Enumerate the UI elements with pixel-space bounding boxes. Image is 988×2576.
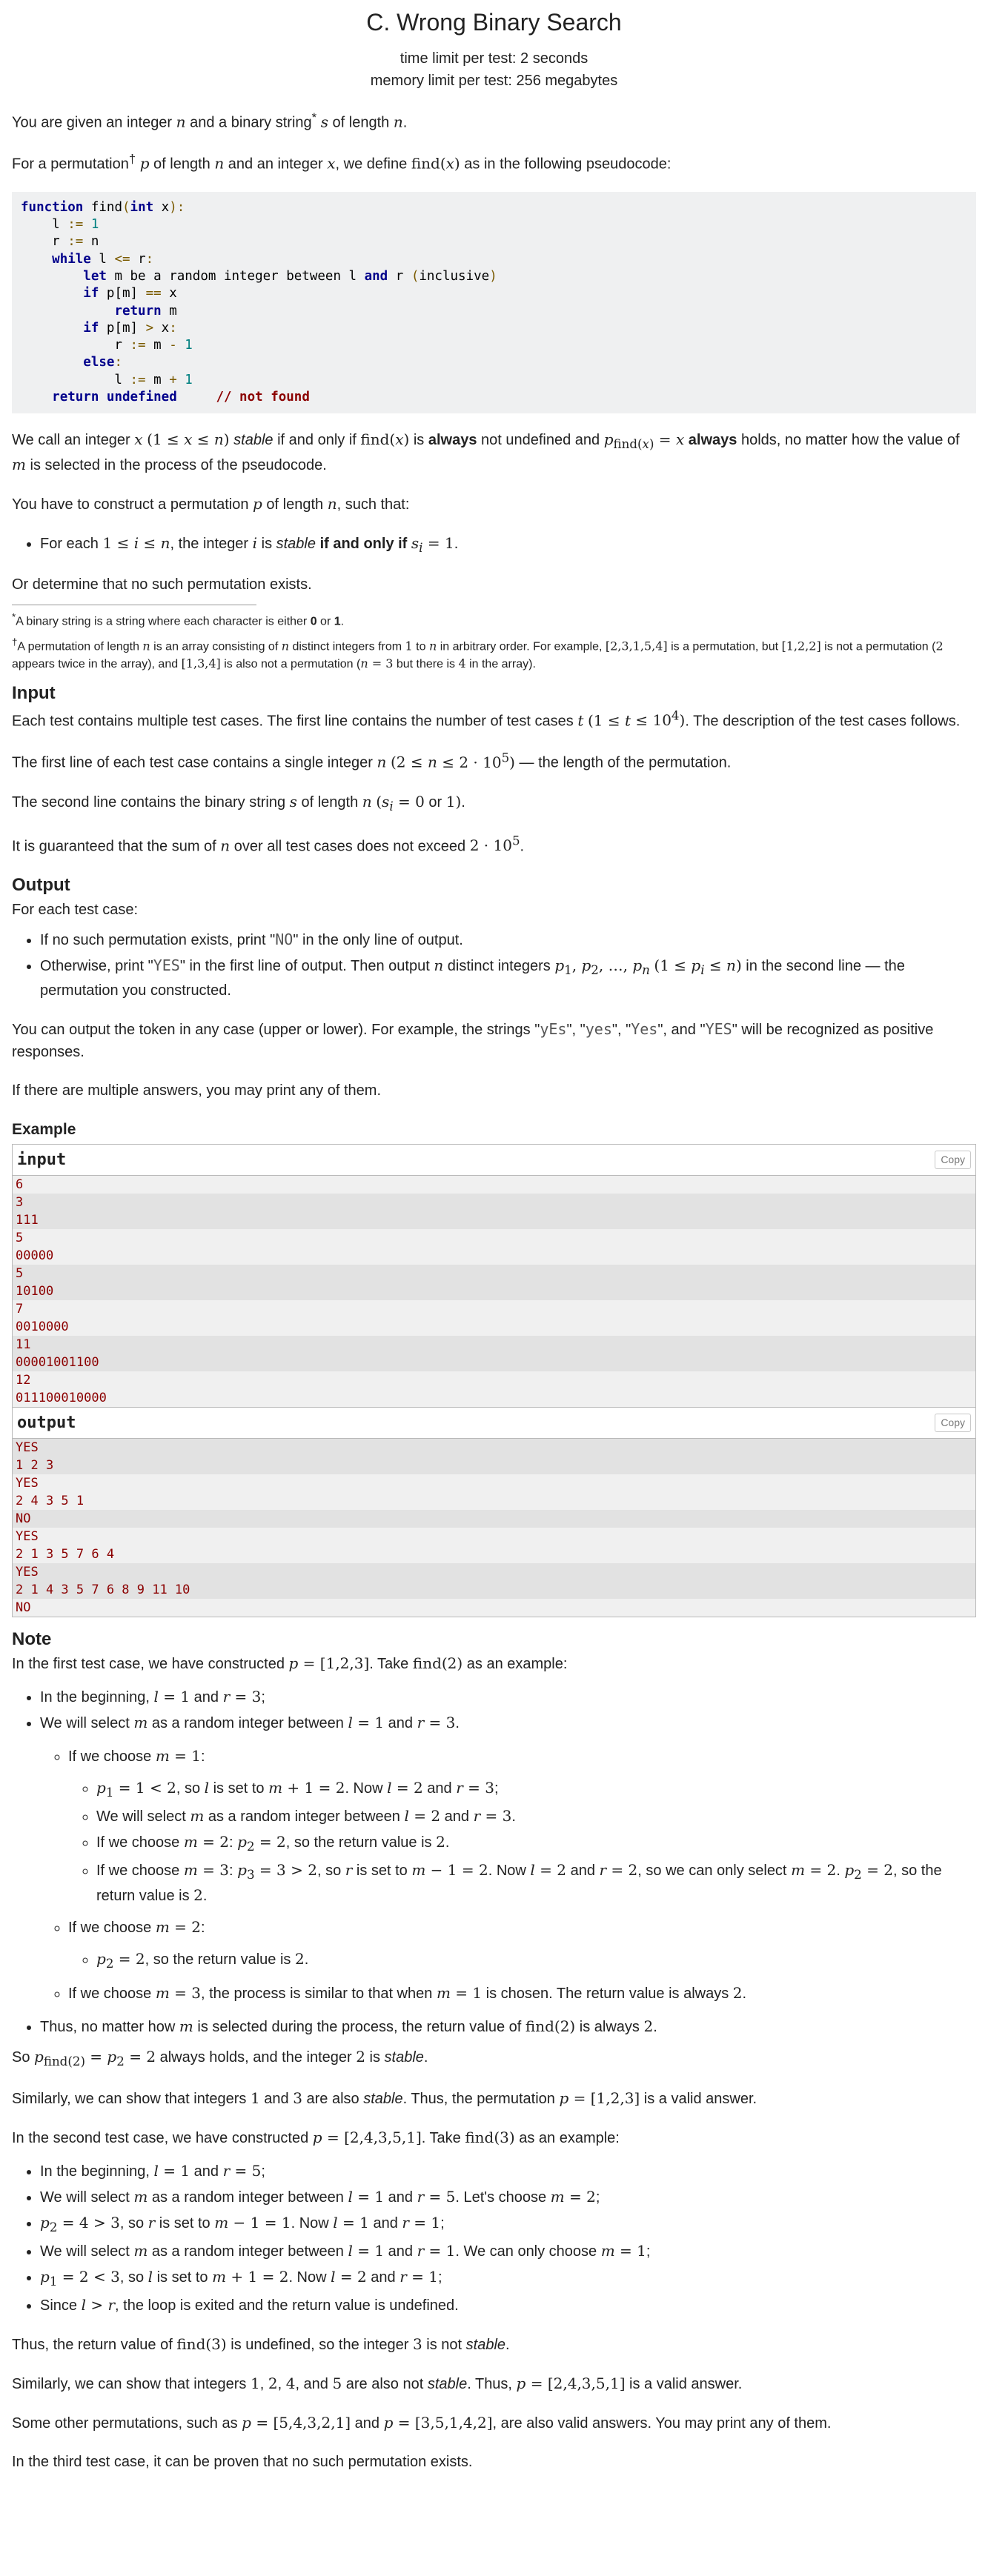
sample-input-line: 5 <box>13 1229 975 1247</box>
input-label: input <box>17 1151 67 1170</box>
sample-input-line: 6 <box>13 1176 975 1194</box>
sample-output-line: YES <box>13 1528 975 1545</box>
list-item: • We will select m as a random integer between l = 1 and r = 5. Let's choose m = 2; <box>40 2186 976 2209</box>
note-paragraph: Thus, the return value of find(3) is undefined, so the integer 3 is not stable. <box>12 2335 510 2354</box>
sample-input-line: 00001001100 <box>13 1354 975 1371</box>
note-paragraph: In the third test case, it can be proven that no such permutation exists. <box>12 2454 473 2471</box>
list-item: ◦ If we choose m = 3, the process is similar to that when m = 1 is chosen. The return value is always 2. <box>68 1982 976 2005</box>
output-heading: Output <box>12 875 70 896</box>
statement-paragraph: You have to construct a permutation p of length n, such that: <box>12 495 410 513</box>
note-paragraph: In the second test case, we have constructed p = [2,4,3,5,1]. Take find(3) as an example: <box>12 2129 620 2147</box>
list-item: • If no such permutation exists, print "NO" in the only line of output. <box>40 928 976 951</box>
list-item: • Thus, no matter how m is selected during the process, the return value of find(2) is always 2. <box>40 2015 976 2038</box>
input-heading: Input <box>12 683 56 704</box>
note-paragraph: Similarly, we can show that integers 1 and 3 are also stable. Thus, the permutation p = [1,2,3] is a valid answer. <box>12 2089 757 2108</box>
memory-limit: memory limit per test: 256 megabytes <box>370 72 618 89</box>
spec-paragraph: You can output the token in any case (upper or lower). For example, the strings "yEs", "yes", "Yes", and "YES" will be recognized as positive responses. <box>12 1019 934 1060</box>
problem-title: C. Wrong Binary Search <box>366 9 622 36</box>
code-line: l := m + 1 <box>21 372 193 387</box>
code-line: r := m - 1 <box>21 338 193 353</box>
sample-output-line: 1 2 3 <box>13 1457 975 1474</box>
sample-output-line: YES <box>13 1439 975 1457</box>
list-item: ◦ If we choose m = 1: ◦ $p_1 = 1 < 2$, so l is set to m + 1 = 2. Now l = 2 and r = 3; ◦ We will select m as a random integer between l = 2 and r = 3. ◦ If we choose m = 2: $p_2 = 2$, so the return value is 2. ◦ If we choose m = 3: $p_3 = 3 > 2$, so r is set to m − 1 = 2. Now l = 2 and r = 2, so we can only select m = 2. $p_2 = 2$, so the return value is 2. <box>68 1745 976 1907</box>
spec-paragraph: It is guaranteed that the sum of n over all test cases does not exceed $2 \cdot 10^5$. <box>12 833 525 855</box>
code-line: let m be a random integer between l and r (inclusive) <box>83 268 497 284</box>
sample-output-line: 2 4 3 5 1 <box>13 1492 975 1510</box>
statement-paragraph: For a permutation† p of length n and an integer x, we define find(x) as in the following pseudocode: <box>12 152 672 173</box>
sample-input-line: 5 <box>13 1265 975 1282</box>
sample-input-line: 3 <box>13 1194 975 1211</box>
note-section <box>12 1628 976 2473</box>
code-line: if p[m] > x: <box>83 320 177 336</box>
code-line: else: <box>83 355 122 370</box>
footnote-binary-string: *A binary string is a string where each character is either 0 or 1. <box>12 611 345 628</box>
sample-input-line: 0010000 <box>13 1318 975 1336</box>
spec-paragraph: The first line of each test case contains a single integer n $(2 \le n \le 2 \cdot 10^5)$ — the length of the permutation. <box>12 750 732 771</box>
list-item: ◦ $p_1 = 1 < 2$, so l is set to m + 1 = 2. Now l = 2 and r = 3; <box>96 1777 976 1802</box>
problem-statement <box>12 108 976 673</box>
sample-output-line: NO <box>13 1510 975 1528</box>
copy-output-button[interactable]: Copy <box>935 1414 971 1432</box>
sample-input-line: 111 <box>13 1211 975 1229</box>
list-item: ◦ We will select m as a random integer between l = 2 and r = 3. <box>96 1805 976 1828</box>
sample-input-line: 10100 <box>13 1282 975 1300</box>
output-rules-list <box>12 928 976 1002</box>
list-item: • We will select m as a random integer between l = 1 and r = 1. We can only choose m = 1; <box>40 2240 976 2263</box>
pseudocode-block <box>12 192 976 413</box>
statement-paragraph: You are given an integer n and a binary string* s of length n. <box>12 110 408 131</box>
spec-paragraph: The second line contains the binary string s of length n ($s_i = 0$ or 1). <box>12 792 465 813</box>
code-line: return undefined // not found <box>52 389 310 405</box>
sample-output-line: 2 1 4 3 5 7 6 8 9 11 10 <box>13 1581 975 1599</box>
list-item: • In the beginning, l = 1 and r = 3; <box>40 1685 976 1708</box>
list-item: • We will select m as a random integer between l = 1 and r = 3. ◦ If we choose m = 1: ◦ $p_1 = 1 < 2$, so l is set to m + 1 = 2. Now l = 2 and r = 3; ◦ We will select m as a random integer between l = 2 and r = 3. ◦ If we choose m = 2: $p_2 = 2$, so the return value is 2. ◦ If we choose m = 3: $p_3 = 3 > 2$, so r is set to m − 1 = 2. Now l = 2 and r = 2, so we can only select m = 2. $p_2 = 2$, so the return value is 2. ◦ If we choose m = 2: ◦ $p_2 = 2$, so the return value is 2. ◦ If we choose m = 3, the process is similar to that when m = 1 is chosen. The return value is always 2. <box>40 1711 976 2005</box>
copy-input-button[interactable]: Copy <box>935 1151 971 1169</box>
time-limit: time limit per test: 2 seconds <box>399 50 589 67</box>
sample-input-line: 00000 <box>13 1247 975 1265</box>
spec-paragraph: If there are multiple answers, you may print any of them. <box>12 1082 381 1099</box>
sample-input-line: 12 <box>13 1371 975 1389</box>
sample-output-line: 2 1 3 5 7 6 4 <box>13 1545 975 1563</box>
sample-output-line: YES <box>13 1563 975 1581</box>
code-line: l := 1 <box>21 217 99 233</box>
statement-paragraph: Or determine that no such permutation exists. <box>12 576 312 593</box>
list-item: • For each 1 ≤ i ≤ n, the integer i is stable if and only if $s_i = 1$. <box>40 532 976 557</box>
code-line: while l <= r: <box>52 251 154 267</box>
code-line: if p[m] == x <box>83 286 177 302</box>
output-header <box>13 1407 975 1439</box>
condition-list <box>12 532 976 557</box>
sub-sub-list <box>68 1777 976 1907</box>
note-paragraph: Some other permutations, such as p = [5,4,3,2,1] and p = [3,5,1,4,2], are also valid answers. You may print any of them. <box>12 2414 832 2432</box>
example-section <box>12 1118 976 1618</box>
list-item: • Since l > r, the loop is exited and the return value is undefined. <box>40 2294 976 2317</box>
spec-paragraph: For each test case: <box>12 901 139 918</box>
spec-paragraph: Each test contains multiple test cases. The first line contains the number of test cases t $(1 \le t \le 10^4)$. The description of the test cases follows. <box>12 708 961 730</box>
sample-test <box>12 1144 976 1617</box>
output-specification <box>12 873 976 1101</box>
example-heading: Example <box>12 1120 76 1138</box>
sample-input-lines <box>13 1176 975 1407</box>
note-list <box>12 2160 976 2317</box>
sub-sub-list <box>68 1948 976 1973</box>
sample-output-line: NO <box>13 1599 975 1617</box>
list-item: ◦ If we choose m = 2: ◦ $p_2 = 2$, so the return value is 2. <box>68 1916 976 1973</box>
list-item: • In the beginning, l = 1 and r = 5; <box>40 2160 976 2183</box>
note-paragraph: Similarly, we can show that integers 1, 2, 4, and 5 are also not stable. Thus, p = [2,4,3,5,1] is a valid answer. <box>12 2374 743 2393</box>
statement-paragraph: We call an integer x (1 ≤ x ≤ n) stable if and only if find(x) is always not undefined and $p_{find(x)} = x$ always holds, no matter how the value of m is selected in the process of the pseudocode. <box>12 430 960 474</box>
sub-list <box>40 1745 976 2005</box>
note-list <box>12 1685 976 2038</box>
list-item: • $p_1 = 2 < 3$, so l is set to m + 1 = 2. Now l = 2 and r = 1; <box>40 2266 976 2291</box>
list-item: ◦ If we choose m = 2: $p_2 = 2$, so the return value is 2. <box>96 1831 976 1856</box>
code-line: function find(int x): <box>21 199 185 215</box>
problem-header <box>12 7 976 92</box>
code-line: return m <box>114 303 177 319</box>
note-paragraph: In the first test case, we have constructed p = [1,2,3]. Take find(2) as an example: <box>12 1654 568 1673</box>
list-item: ◦ $p_2 = 2$, so the return value is 2. <box>96 1948 976 1973</box>
input-specification <box>12 682 976 857</box>
sample-input-line: 011100010000 <box>13 1389 975 1407</box>
list-item: ◦ If we choose m = 3: $p_3 = 3 > 2$, so r is set to m − 1 = 2. Now l = 2 and r = 2, so we can only select m = 2. $p_2 = 2$, so the return value is 2. <box>96 1859 976 1907</box>
output-label: output <box>17 1414 76 1433</box>
sample-output-line: YES <box>13 1474 975 1492</box>
sample-input-line: 11 <box>13 1336 975 1354</box>
input-header <box>13 1145 975 1176</box>
list-item: • Otherwise, print "YES" in the first line of output. Then output n distinct integers $p_1$, $p_2$, …, $p_n$ $(1 \le p_i \le n)$ in the second line — the permutation you constructed. <box>40 954 976 1002</box>
list-item: • $p_2 = 4 > 3$, so r is set to m − 1 = 1. Now l = 1 and r = 1; <box>40 2211 976 2237</box>
note-paragraph: So $p_{find(2)} = p_2 = 2$ always holds, and the integer 2 is stable. <box>12 2048 428 2069</box>
code-line: r := n <box>21 234 99 250</box>
sample-input-line: 7 <box>13 1300 975 1318</box>
note-heading: Note <box>12 1629 52 1650</box>
sample-output-lines <box>13 1439 975 1617</box>
footnote-permutation: †A permutation of length n is an array consisting of n distinct integers from 1 to n in arbitrary order. For example, [2,3,1,5,4] is a permutation, but [1,2,2] is not a permutation (2 appears twice in the array), and [1,3,4] is also not a permutation (n = 3 but there is 4 in the array). <box>12 636 944 671</box>
